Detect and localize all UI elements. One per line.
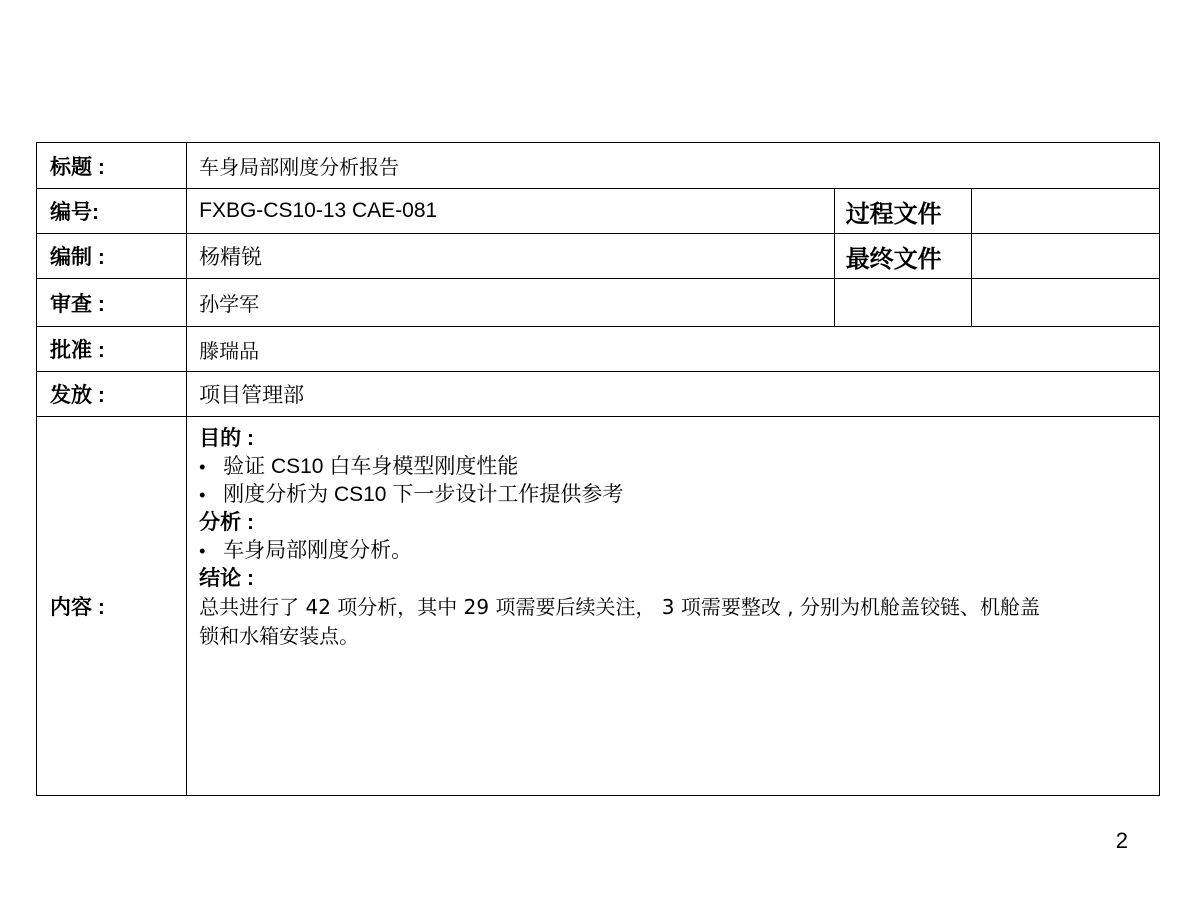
report-cover-form [36, 142, 1160, 796]
bullet-icon: • [199, 541, 206, 561]
review-row [37, 279, 1160, 327]
page-number: 2 [1115, 828, 1128, 853]
prepared-row [37, 234, 1160, 279]
title-row [37, 143, 1160, 189]
release-row [37, 372, 1160, 417]
purpose-heading: 目的 : [199, 427, 254, 450]
bullet-icon: • [199, 457, 206, 477]
analysis-item-text: 车身局部刚度分析。 [223, 539, 413, 562]
number-value: FXBG-CS10-13 CAE-081 [187, 189, 835, 234]
prepared-value: 杨精锐 [187, 234, 835, 279]
conclusion-text: 总共进行了 42 项分析，其中 29 项需要后续关注， 3 项需要整改 , 分别为机舱盖铰链、机舱盖锁和水箱安装点。 [199, 595, 1040, 648]
analysis-heading: 分析 : [199, 511, 254, 534]
final-file-label: 最终文件 [834, 234, 971, 279]
final-file-box [971, 234, 1159, 279]
process-file-label: 过程文件 [834, 189, 971, 234]
purpose-item-text: 刚度分析为 CS10 下一步设计工作提供参考 [223, 483, 624, 506]
content-row [37, 417, 1160, 796]
release-value: 项目管理部 [187, 372, 1160, 417]
review-label: 审查 : [37, 279, 187, 327]
purpose-item-text: 验证 CS10 白车身模型刚度性能 [223, 455, 519, 478]
number-row [37, 189, 1160, 234]
purpose-item [199, 481, 1147, 509]
content-cell [187, 417, 1160, 796]
approve-row [37, 327, 1160, 372]
number-label: 编号: [37, 189, 187, 234]
review-extra-cell [834, 279, 971, 327]
review-extra-box [971, 279, 1159, 327]
title-value: 车身局部刚度分析报告 [187, 143, 1160, 189]
bullet-icon: • [199, 485, 206, 505]
purpose-item [199, 453, 1147, 481]
approve-value: 滕瑞品 [187, 327, 1160, 372]
release-label: 发放 : [37, 372, 187, 417]
conclusion-heading: 结论 : [199, 567, 254, 590]
analysis-item [199, 537, 1147, 565]
content-label: 内容 : [37, 417, 187, 796]
content-body [199, 425, 1147, 651]
process-file-box [971, 189, 1159, 234]
approve-label: 批准 : [37, 327, 187, 372]
title-label: 标题 : [37, 143, 187, 189]
review-value: 孙学军 [187, 279, 835, 327]
prepared-label: 编制 : [37, 234, 187, 279]
